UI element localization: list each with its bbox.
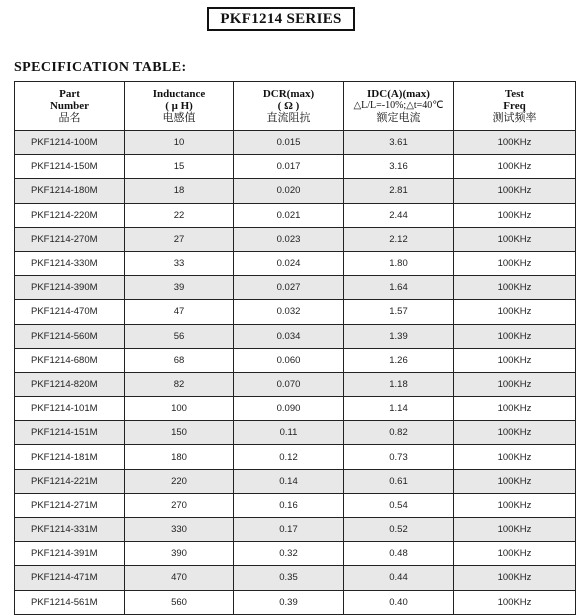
cell-dcr: 0.17 <box>234 518 344 542</box>
table-row <box>15 276 576 300</box>
cell-dcr: 0.39 <box>234 590 344 614</box>
cell-idc: 0.44 <box>344 566 454 590</box>
cell-dcr: 0.032 <box>234 300 344 324</box>
table-row <box>15 348 576 372</box>
cell-part-number: PKF1214-560M <box>15 324 125 348</box>
cell-test-freq: 100KHz <box>454 227 576 251</box>
header-line: IDC(A)(max) <box>367 88 430 100</box>
cell-dcr: 0.32 <box>234 542 344 566</box>
cell-dcr: 0.034 <box>234 324 344 348</box>
cell-inductance: 270 <box>125 493 234 517</box>
cell-dcr: 0.020 <box>234 179 344 203</box>
cell-idc: 1.57 <box>344 300 454 324</box>
cell-part-number: PKF1214-180M <box>15 179 125 203</box>
table-row <box>15 300 576 324</box>
header-line: ( Ω ) <box>277 100 300 112</box>
cell-test-freq: 100KHz <box>454 276 576 300</box>
cell-test-freq: 100KHz <box>454 542 576 566</box>
table-row <box>15 590 576 614</box>
cell-dcr: 0.090 <box>234 397 344 421</box>
cell-test-freq: 100KHz <box>454 590 576 614</box>
cell-inductance: 330 <box>125 518 234 542</box>
cell-test-freq: 100KHz <box>454 324 576 348</box>
cell-test-freq: 100KHz <box>454 203 576 227</box>
table-row <box>15 203 576 227</box>
header-line: Inductance <box>152 88 206 100</box>
cell-part-number: PKF1214-390M <box>15 276 125 300</box>
cell-idc: 2.44 <box>344 203 454 227</box>
header-line: ( μ H) <box>165 100 193 112</box>
cell-test-freq: 100KHz <box>454 155 576 179</box>
table-row <box>15 372 576 396</box>
cell-test-freq: 100KHz <box>454 445 576 469</box>
cell-inductance: 390 <box>125 542 234 566</box>
cell-idc: 1.26 <box>344 348 454 372</box>
header-line: Test <box>504 88 525 100</box>
cell-inductance: 15 <box>125 155 234 179</box>
cell-part-number: PKF1214-680M <box>15 348 125 372</box>
cell-idc: 0.73 <box>344 445 454 469</box>
specification-table <box>14 81 576 615</box>
cell-inductance: 10 <box>125 131 234 155</box>
table-row <box>15 251 576 275</box>
cell-dcr: 0.021 <box>234 203 344 227</box>
cell-dcr: 0.027 <box>234 276 344 300</box>
table-row <box>15 518 576 542</box>
cell-test-freq: 100KHz <box>454 179 576 203</box>
cell-test-freq: 100KHz <box>454 566 576 590</box>
cell-part-number: PKF1214-330M <box>15 251 125 275</box>
cell-inductance: 220 <box>125 469 234 493</box>
header-line: 额定电流 <box>376 112 421 124</box>
cell-dcr: 0.12 <box>234 445 344 469</box>
header-line: 直流阻抗 <box>266 112 311 124</box>
cell-part-number: PKF1214-271M <box>15 493 125 517</box>
cell-dcr: 0.015 <box>234 131 344 155</box>
cell-test-freq: 100KHz <box>454 493 576 517</box>
cell-part-number: PKF1214-391M <box>15 542 125 566</box>
cell-test-freq: 100KHz <box>454 348 576 372</box>
cell-idc: 1.18 <box>344 372 454 396</box>
table-row <box>15 155 576 179</box>
table-row <box>15 227 576 251</box>
cell-idc: 1.64 <box>344 276 454 300</box>
cell-test-freq: 100KHz <box>454 397 576 421</box>
cell-test-freq: 100KHz <box>454 469 576 493</box>
cell-inductance: 33 <box>125 251 234 275</box>
cell-test-freq: 100KHz <box>454 421 576 445</box>
header-line: Freq <box>503 100 526 112</box>
table-row <box>15 469 576 493</box>
cell-inductance: 470 <box>125 566 234 590</box>
cell-inductance: 27 <box>125 227 234 251</box>
cell-dcr: 0.11 <box>234 421 344 445</box>
header-line: Part <box>59 88 80 100</box>
cell-part-number: PKF1214-220M <box>15 203 125 227</box>
cell-part-number: PKF1214-101M <box>15 397 125 421</box>
cell-inductance: 560 <box>125 590 234 614</box>
cell-inductance: 18 <box>125 179 234 203</box>
cell-dcr: 0.16 <box>234 493 344 517</box>
cell-test-freq: 100KHz <box>454 372 576 396</box>
table-row <box>15 542 576 566</box>
cell-part-number: PKF1214-181M <box>15 445 125 469</box>
cell-part-number: PKF1214-561M <box>15 590 125 614</box>
section-title: SPECIFICATION TABLE: <box>14 60 187 75</box>
cell-inductance: 82 <box>125 372 234 396</box>
cell-part-number: PKF1214-221M <box>15 469 125 493</box>
table-row <box>15 397 576 421</box>
cell-idc: 3.16 <box>344 155 454 179</box>
cell-part-number: PKF1214-470M <box>15 300 125 324</box>
cell-part-number: PKF1214-820M <box>15 372 125 396</box>
cell-dcr: 0.023 <box>234 227 344 251</box>
table-row <box>15 179 576 203</box>
cell-inductance: 100 <box>125 397 234 421</box>
cell-test-freq: 100KHz <box>454 131 576 155</box>
cell-idc: 2.12 <box>344 227 454 251</box>
cell-idc: 3.61 <box>344 131 454 155</box>
col-header-idc <box>344 82 454 131</box>
cell-dcr: 0.017 <box>234 155 344 179</box>
header-line: 电感值 <box>162 112 196 124</box>
cell-idc: 1.80 <box>344 251 454 275</box>
table-row <box>15 493 576 517</box>
col-header-inductance <box>125 82 234 131</box>
cell-part-number: PKF1214-150M <box>15 155 125 179</box>
table-body <box>15 131 576 615</box>
cell-idc: 1.14 <box>344 397 454 421</box>
table-row <box>15 131 576 155</box>
col-header-part-number <box>15 82 125 131</box>
cell-idc: 0.82 <box>344 421 454 445</box>
cell-part-number: PKF1214-151M <box>15 421 125 445</box>
table-row <box>15 324 576 348</box>
cell-idc: 0.61 <box>344 469 454 493</box>
header-line: Number <box>49 100 90 112</box>
cell-inductance: 47 <box>125 300 234 324</box>
cell-idc: 0.52 <box>344 518 454 542</box>
cell-test-freq: 100KHz <box>454 251 576 275</box>
cell-inductance: 180 <box>125 445 234 469</box>
cell-part-number: PKF1214-100M <box>15 131 125 155</box>
series-title: PKF1214 SERIES <box>207 7 355 31</box>
cell-part-number: PKF1214-331M <box>15 518 125 542</box>
col-header-test-freq <box>454 82 576 131</box>
header-line: DCR(max) <box>262 88 315 100</box>
cell-inductance: 22 <box>125 203 234 227</box>
cell-idc: 0.48 <box>344 542 454 566</box>
cell-dcr: 0.024 <box>234 251 344 275</box>
cell-idc: 1.39 <box>344 324 454 348</box>
cell-test-freq: 100KHz <box>454 300 576 324</box>
cell-dcr: 0.14 <box>234 469 344 493</box>
cell-inductance: 68 <box>125 348 234 372</box>
header-line: 测试频率 <box>492 112 537 124</box>
table-row <box>15 421 576 445</box>
cell-dcr: 0.060 <box>234 348 344 372</box>
table-row <box>15 445 576 469</box>
header-line: 品名 <box>58 112 81 124</box>
header-line: △L/L=-10%;△t=40℃ <box>353 100 444 111</box>
cell-dcr: 0.35 <box>234 566 344 590</box>
cell-part-number: PKF1214-471M <box>15 566 125 590</box>
cell-idc: 0.54 <box>344 493 454 517</box>
cell-idc: 0.40 <box>344 590 454 614</box>
cell-inductance: 56 <box>125 324 234 348</box>
table-row <box>15 566 576 590</box>
col-header-dcr <box>234 82 344 131</box>
cell-inductance: 39 <box>125 276 234 300</box>
cell-test-freq: 100KHz <box>454 518 576 542</box>
cell-part-number: PKF1214-270M <box>15 227 125 251</box>
cell-inductance: 150 <box>125 421 234 445</box>
header-row <box>15 82 576 131</box>
cell-dcr: 0.070 <box>234 372 344 396</box>
cell-idc: 2.81 <box>344 179 454 203</box>
